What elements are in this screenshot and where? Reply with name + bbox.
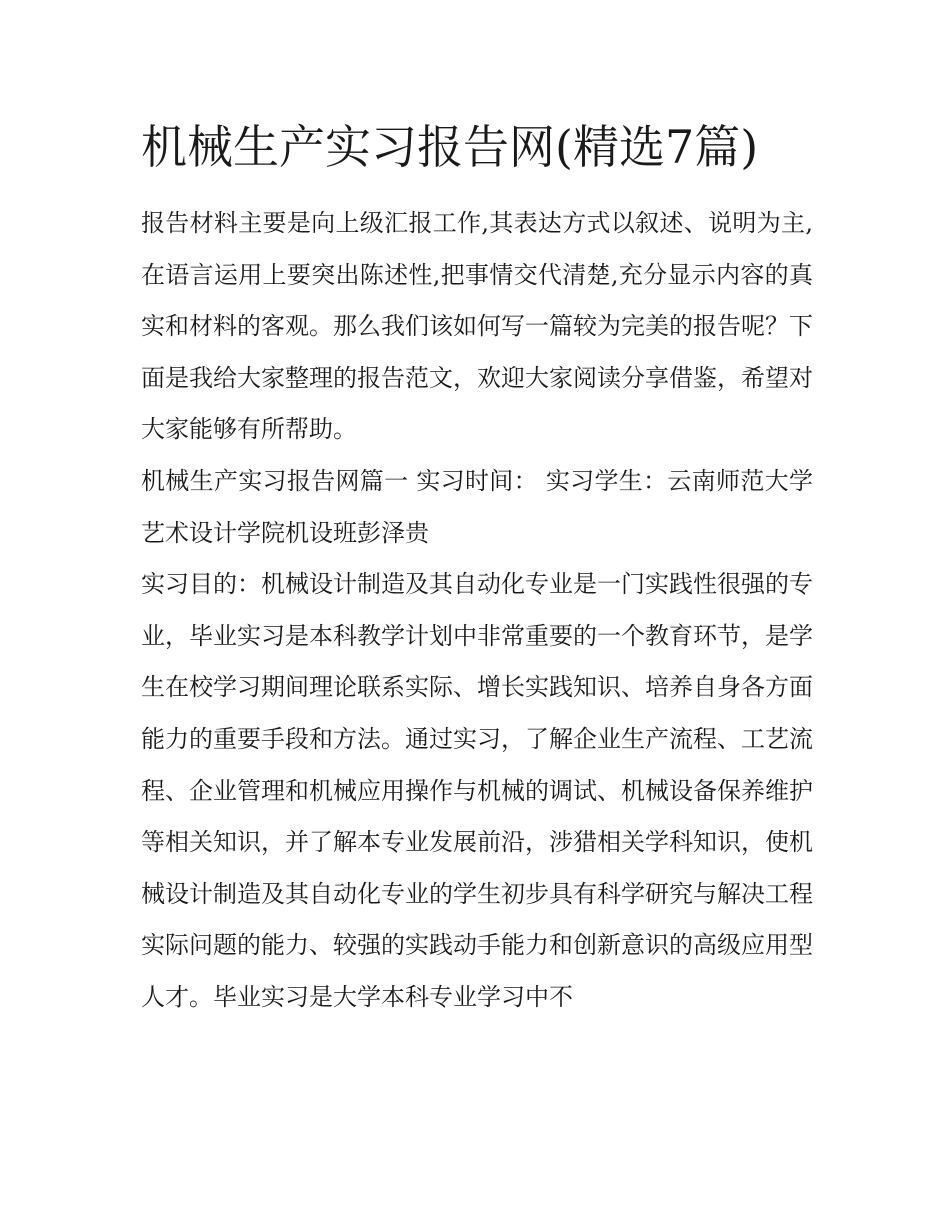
- document-title: 机械生产实习报告网(精选7篇): [141, 120, 759, 174]
- document-body: [141, 112, 813, 1024]
- intro-paragraph: 报告材料主要是向上级汇报工作,其表达方式以叙述、说明为主,在语言运用上要突出陈述性,把事情交代清楚,充分显示内容的真实和材料的客观。那么我们该如何写一篇较为完美的报告呢？下面是我给大家整理的报告范文，欢迎大家阅读分享借鉴，希望对大家能够有所帮助。: [141, 209, 813, 444]
- purpose-paragraph: 实习目的：机械设计制造及其自动化专业是一门实践性很强的专业，毕业实习是本科教学计划中非常重要的一个教育环节，是学生在校学习期间理论联系实际、增长实践知识、培养自身各方面能力的重要手段和方法。通过实习，了解企业生产流程、工艺流程、企业管理和机械应用操作与机械的调试、机械设备保养维护等相关知识，并了解本专业发展前沿，涉猎相关学科知识，使机械设计制造及其自动化专业的学生初步具有科学研究与解决工程实际问题的能力、较强的实践动手能力和创新意识的高级应用型人才。毕业实习是大学本科专业学习中不: [141, 570, 813, 1011]
- report-header-paragraph: 机械生产实习报告网篇一 实习时间： 实习学生：云南师范大学艺术设计学院机设班彭泽贵: [141, 466, 813, 547]
